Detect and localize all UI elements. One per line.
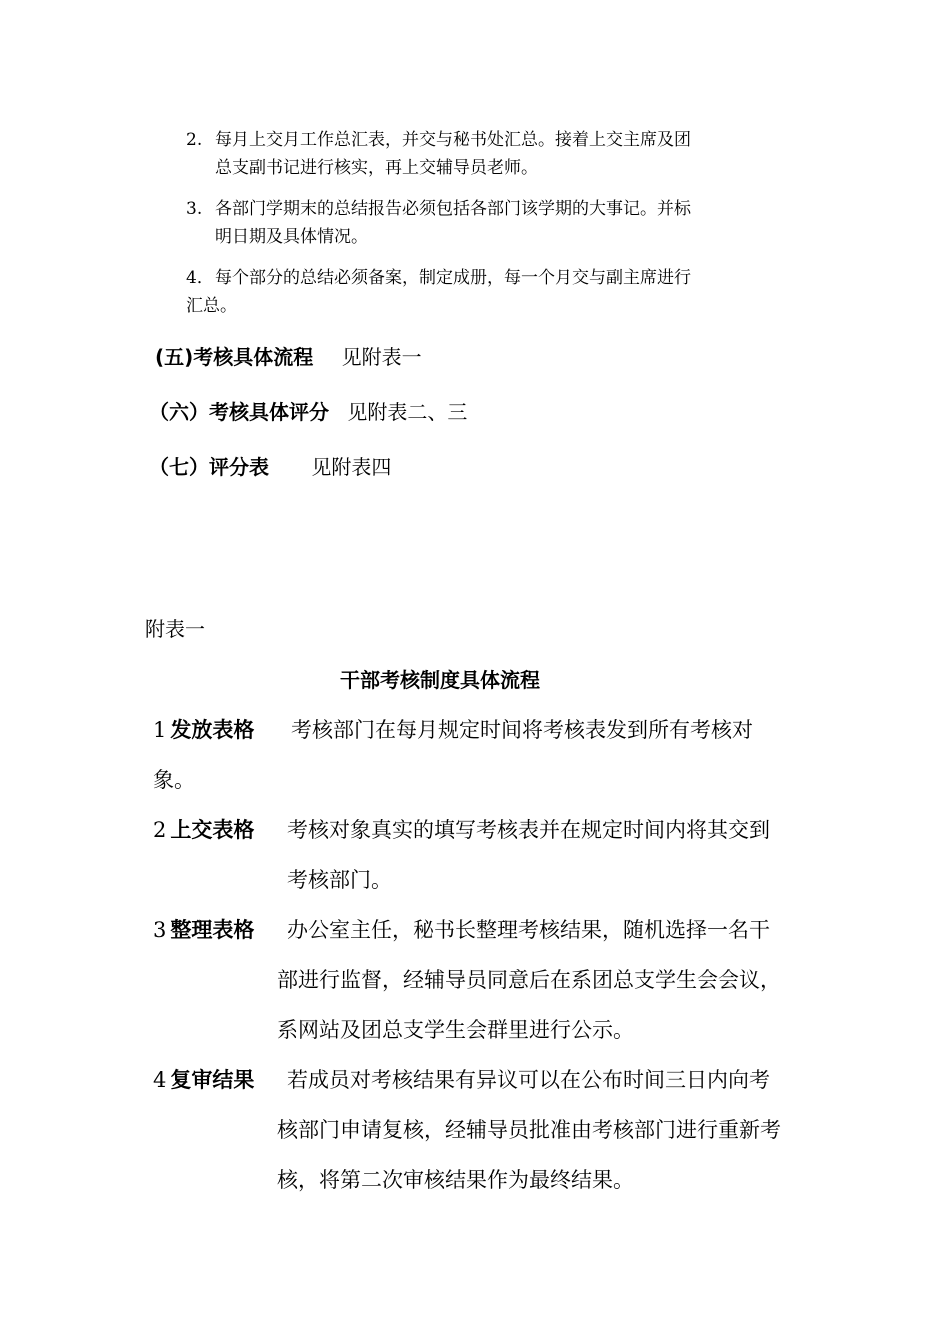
step-4-header bbox=[153, 1065, 254, 1095]
step-2-line-2: 考核部门。 bbox=[287, 868, 392, 892]
step-3-line-1: 办公室主任，秘书长整理考核结果，随机选择一名干 bbox=[287, 918, 770, 942]
section-5-heading: (五)考核具体流程 bbox=[155, 345, 314, 369]
step-4-line-3: 核，将第二次审核结果作为最终结果。 bbox=[277, 1168, 634, 1192]
item-3-line-2: 明日期及具体情况。 bbox=[215, 227, 368, 247]
step-2-number: 2 bbox=[153, 818, 167, 842]
step-2-label: 上交表格 bbox=[170, 818, 255, 842]
section-7-heading: （七）评分表 bbox=[149, 455, 269, 479]
section-6-note: 见附表二、三 bbox=[347, 400, 468, 424]
step-2-header bbox=[153, 815, 254, 845]
step-4-line-2: 核部门申请复核，经辅导员批准由考核部门进行重新考 bbox=[277, 1118, 781, 1142]
step-1-line-2: 象。 bbox=[153, 768, 195, 792]
item-3-line-1: 各部门学期末的总结报告必须包括各部门该学期的大事记。并标 bbox=[215, 199, 691, 219]
step-3-label: 整理表格 bbox=[170, 918, 255, 942]
step-2-line-1: 考核对象真实的填写考核表并在规定时间内将其交到 bbox=[287, 818, 770, 842]
section-6-heading: （六）考核具体评分 bbox=[149, 400, 329, 424]
item-2-line-1: 每月上交月工作总汇表，并交与秘书处汇总。接着上交主席及团 bbox=[215, 130, 691, 150]
step-4-number: 4 bbox=[153, 1068, 167, 1092]
item-4-number: 4． bbox=[186, 268, 214, 288]
step-3-line-2: 部进行监督，经辅导员同意后在系团总支学生会会议， bbox=[277, 968, 781, 992]
section-7-note: 见附表四 bbox=[311, 455, 392, 479]
step-1-header bbox=[153, 715, 254, 745]
step-1-line-1: 考核部门在每月规定时间将考核表发到所有考核对 bbox=[291, 718, 753, 742]
step-3-number: 3 bbox=[153, 918, 167, 942]
step-3-line-3: 系网站及团总支学生会群里进行公示。 bbox=[277, 1018, 634, 1042]
step-1-label: 发放表格 bbox=[170, 718, 255, 742]
section-5 bbox=[155, 343, 422, 371]
item-2-number: 2. bbox=[186, 130, 203, 150]
section-6 bbox=[149, 398, 467, 426]
step-4-line-1: 若成员对考核结果有异议可以在公布时间三日内向考 bbox=[287, 1068, 770, 1092]
step-1-number: 1 bbox=[153, 718, 167, 742]
item-3-number: 3. bbox=[186, 199, 203, 219]
appendix-title: 干部考核制度具体流程 bbox=[340, 668, 540, 692]
item-2-line-2: 总支副书记进行核实，再上交辅导员老师。 bbox=[215, 158, 538, 178]
step-4-label: 复审结果 bbox=[170, 1068, 255, 1092]
item-4-line-2: 汇总。 bbox=[186, 296, 237, 316]
step-3-header bbox=[153, 915, 254, 945]
section-5-note: 见附表一 bbox=[341, 345, 422, 369]
appendix-label: 附表一 bbox=[145, 617, 205, 641]
item-4-line-1: 每个部分的总结必须备案，制定成册，每一个月交与副主席进行 bbox=[215, 268, 691, 288]
section-7 bbox=[149, 453, 391, 481]
